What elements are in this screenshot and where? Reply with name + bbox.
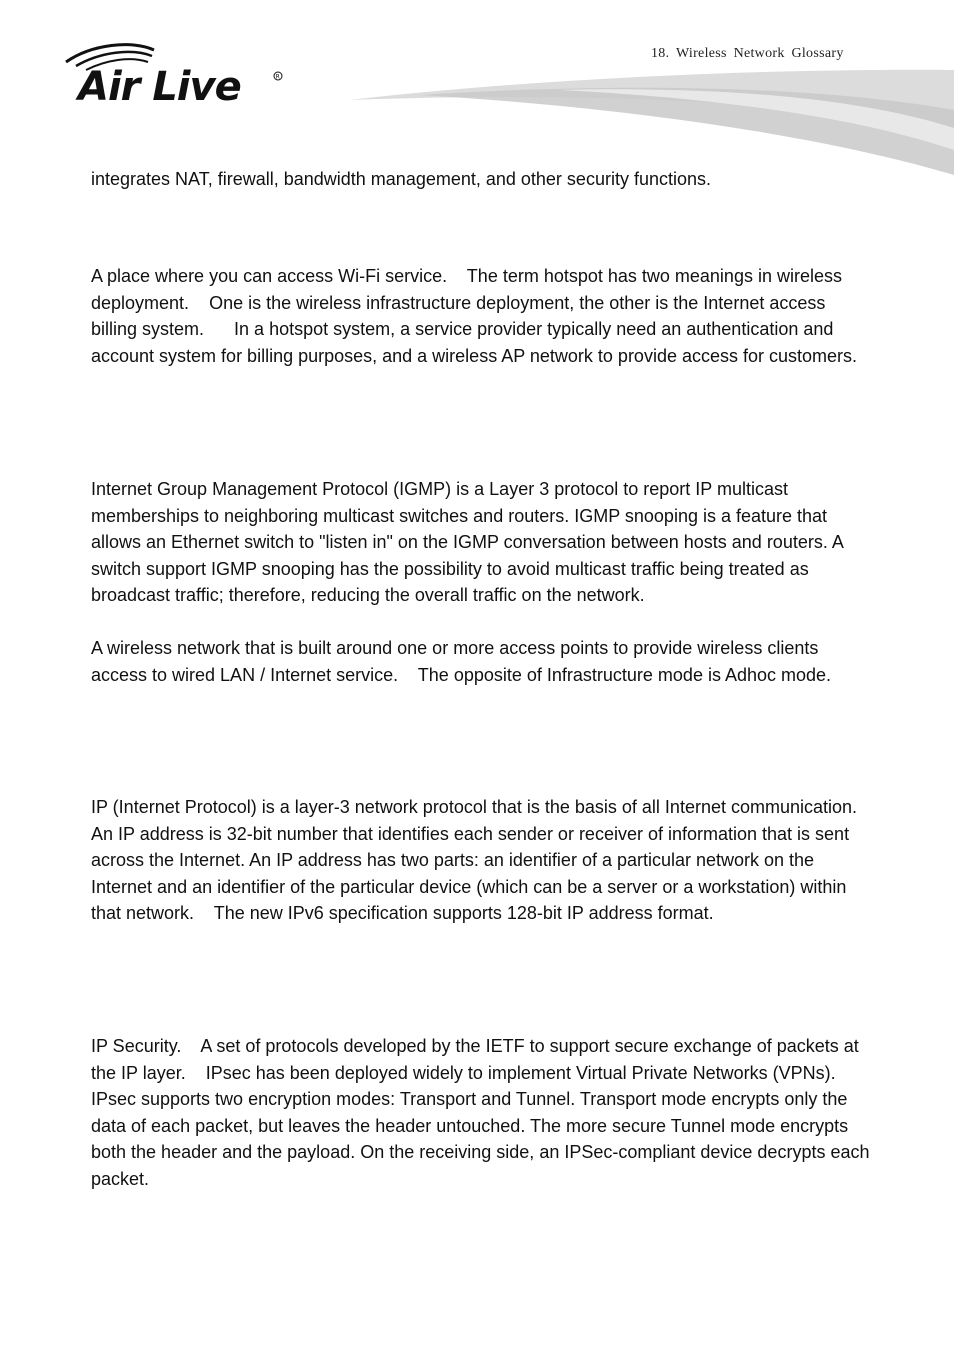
svg-text:R: R xyxy=(275,73,280,81)
airlive-logo xyxy=(62,40,287,108)
ipsec-paragraph: IP Security. A set of protocols developed by the IETF to support secure exchange of packets at the IP layer. IPsec has been deployed widely to implement Virtual Private Networks (VPNs). IPsec supports two encryption modes: Transport and Tunnel. Transport mode encrypts only the data of each packet, but leaves the header untouched. The more secure Tunnel mode encrypts both the header and the payload. On the receiving side, an IPSec-compliant device decrypts each packet. xyxy=(91,1036,875,1189)
infrastructure-paragraph: A wireless network that is built around one or more access points to provide wireless clients access to wired LAN / Internet service. The opposite of Infrastructure mode is Adhoc mode. xyxy=(91,638,832,685)
running-header: 18. Wireless Network Glossary xyxy=(651,46,844,61)
nat-firewall-paragraph: integrates NAT, firewall, bandwidth management, and other security functions. xyxy=(91,169,711,189)
svg-text:Air Live: Air Live xyxy=(78,64,241,108)
ip-paragraph: IP (Internet Protocol) is a layer-3 network protocol that is the basis of all Internet communication. An IP address is 32-bit number that identifies each sender or receiver of information that is sent across the Internet. An IP address has two parts: an identifier of a particular network on the Internet and an identifier of the particular device (which can be a server or a workstation) within that network. The new IPv6 specification supports 128-bit IP address format. xyxy=(91,797,877,924)
hotspot-paragraph: A place where you can access Wi-Fi service. The term hotspot has two meanings in wireless deployment. One is the wireless infrastructure deployment, the other is the Internet access billing system. In a hotspot system, a service provider typically need an authentication and account system for billing purposes, and a wireless AP network to provide access for customers. xyxy=(91,266,858,366)
igmp-paragraph: Internet Group Management Protocol (IGMP) is a Layer 3 protocol to report IP multicast memberships to neighboring multicast switches and routers. IGMP snooping is a feature that allows an Ethernet switch to "listen in" on the IGMP conversation between hosts and routers. A switch support IGMP snooping has the possibility to avoid multicast traffic being treated as broadcast traffic; therefore, reducing the overall traffic on the network. xyxy=(91,479,848,606)
